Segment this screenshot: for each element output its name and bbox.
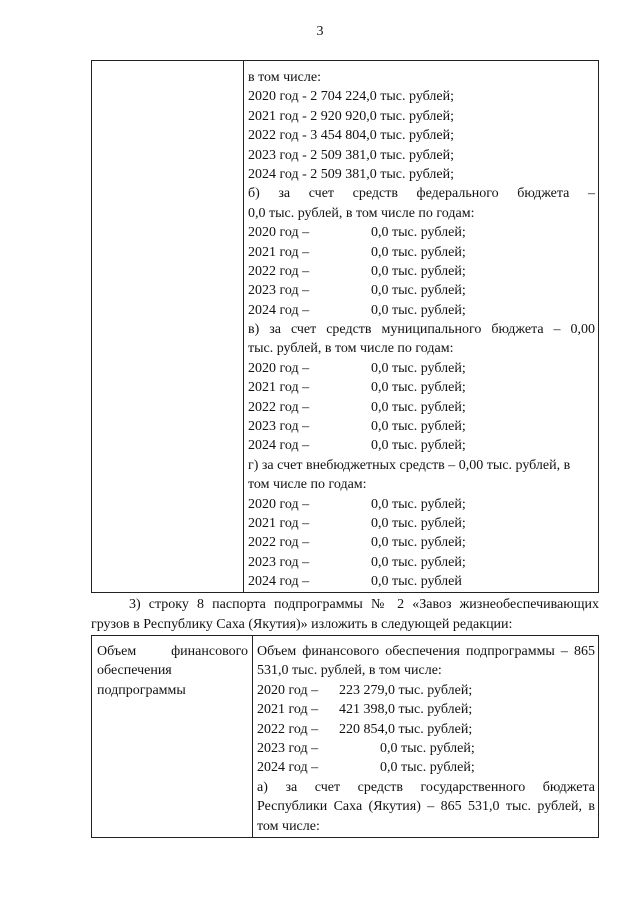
year-label: 2023 год – <box>248 283 310 299</box>
year-amount: 0,0 тыс. рублей; <box>371 496 466 512</box>
extrabudget-year-row <box>248 514 595 533</box>
year-amount: 421 398,0 тыс. рублей; <box>339 702 473 718</box>
state-budget-line: Республики Саха (Якутия) – 865 531,0 тыс. рублей, в <box>257 799 595 815</box>
year-label: 2023 год – <box>257 740 319 756</box>
year-amount: 0,0 тыс. рублей; <box>371 225 466 241</box>
year-label: 2021 год – <box>248 515 310 531</box>
federal-year-row <box>248 281 595 300</box>
text-line: в том числе: <box>248 70 321 85</box>
year-label: 2022 год – <box>248 263 310 279</box>
year-label: 2020 год – <box>248 496 310 512</box>
year-row <box>257 720 595 739</box>
year-label: 2022 год – <box>257 721 319 737</box>
year-label: 2022 год – <box>248 535 310 551</box>
year-label: 2024 год – <box>248 574 310 590</box>
municipal-year-row <box>248 378 595 397</box>
table-left-cell <box>92 636 253 838</box>
year-label: 2020 год – <box>248 225 310 241</box>
year-amount: 0,0 тыс. рублей; <box>371 438 466 454</box>
subprogram-financing-table <box>91 635 599 838</box>
table-left-cell-empty <box>92 61 244 593</box>
year-amount: 223 279,0 тыс. рублей; <box>339 682 473 698</box>
extrabudget-year-row <box>248 495 595 514</box>
text-line: 2022 год - 3 454 804,0 тыс. рублей; <box>248 128 455 144</box>
text-line: 2024 год - 2 509 381,0 тыс. рублей; <box>248 166 455 182</box>
federal-heading-cont: 0,0 тыс. рублей, в том числе по годам: <box>248 205 475 221</box>
year-amount: 0,0 тыс. рублей; <box>371 554 466 570</box>
row-label-line: обеспечения <box>97 663 172 679</box>
paragraph-line: 3) строку 8 паспорта подпрограммы № 2 «Завоз жизнеобеспечивающих <box>129 597 599 612</box>
text-line: 2020 год - 2 704 224,0 тыс. рублей; <box>248 89 455 105</box>
municipal-heading-cont: тыс. рублей, в том числе по годам: <box>248 341 454 357</box>
intro-line: 531,0 тыс. рублей, в том числе: <box>257 663 442 679</box>
year-amount: 0,0 тыс. рублей; <box>371 302 466 318</box>
year-amount: 0,0 тыс. рублей; <box>371 535 466 551</box>
year-amount: 0,0 тыс. рублей; <box>371 399 466 415</box>
year-row <box>257 739 595 758</box>
municipal-year-row <box>248 398 595 417</box>
federal-year-row <box>248 301 595 320</box>
year-label: 2021 год – <box>257 702 319 718</box>
year-label: 2024 год – <box>257 760 319 776</box>
year-amount: 0,0 тыс. рублей; <box>371 419 466 435</box>
year-amount: 220 854,0 тыс. рублей; <box>339 721 473 737</box>
year-amount: 0,0 тыс. рублей <box>371 574 462 590</box>
table-right-cell <box>244 61 599 593</box>
state-budget-line: а) за счет средств государственного бюджета <box>257 779 595 795</box>
municipal-year-row <box>248 359 595 378</box>
extrabudget-heading: г) за счет внебюджетных средств – 0,00 тыс. рублей, в <box>248 457 571 473</box>
extrabudget-year-row <box>248 533 595 552</box>
text-line: 2023 год - 2 509 381,0 тыс. рублей; <box>248 147 455 163</box>
year-amount: 0,0 тыс. рублей; <box>371 360 466 376</box>
financing-table-continued <box>91 60 599 593</box>
paragraph-line: грузов в Республику Саха (Якутия)» изложить в следующей редакции: <box>91 617 513 632</box>
year-row <box>257 700 595 719</box>
federal-heading: б) за счет средств федерального бюджета – <box>248 186 595 202</box>
extrabudget-heading-cont: том числе по годам: <box>248 477 367 493</box>
year-label: 2021 год – <box>248 244 310 260</box>
year-row <box>257 681 595 700</box>
municipal-year-row <box>248 417 595 436</box>
intro-line: Объем финансового обеспечения подпрограммы – 865 <box>257 644 595 659</box>
year-label: 2023 год – <box>248 554 310 570</box>
year-label: 2020 год – <box>257 682 319 698</box>
federal-year-row <box>248 223 595 242</box>
federal-year-row <box>248 243 595 262</box>
row-label-line: подпрограммы <box>97 682 186 698</box>
amendment-paragraph <box>91 595 599 635</box>
year-label: 2020 год – <box>248 360 310 376</box>
year-label: 2024 год – <box>248 438 310 454</box>
year-amount: 0,0 тыс. рублей; <box>371 515 466 531</box>
municipal-heading: в) за счет средств муниципального бюджета – 0,00 <box>248 322 595 338</box>
page-number: 3 <box>316 24 324 39</box>
table-right-cell <box>253 636 599 838</box>
extrabudget-year-row <box>248 553 595 572</box>
year-amount: 0,0 тыс. рублей; <box>371 283 466 299</box>
federal-year-row <box>248 262 595 281</box>
year-amount: 0,0 тыс. рублей; <box>371 380 466 396</box>
municipal-year-row <box>248 436 595 455</box>
year-label: 2021 год – <box>248 380 310 396</box>
state-budget-line: том числе: <box>257 818 320 834</box>
year-label: 2024 год – <box>248 302 310 318</box>
year-amount: 0,0 тыс. рублей; <box>380 760 475 776</box>
row-label-line: Объем финансового <box>97 644 248 659</box>
year-amount: 0,0 тыс. рублей; <box>371 244 466 260</box>
year-label: 2023 год – <box>248 419 310 435</box>
year-amount: 0,0 тыс. рублей; <box>371 263 466 279</box>
extrabudget-year-row <box>248 572 595 591</box>
year-amount: 0,0 тыс. рублей; <box>380 740 475 756</box>
year-label: 2022 год – <box>248 399 310 415</box>
text-line: 2021 год - 2 920 920,0 тыс. рублей; <box>248 108 455 124</box>
year-row <box>257 758 595 777</box>
